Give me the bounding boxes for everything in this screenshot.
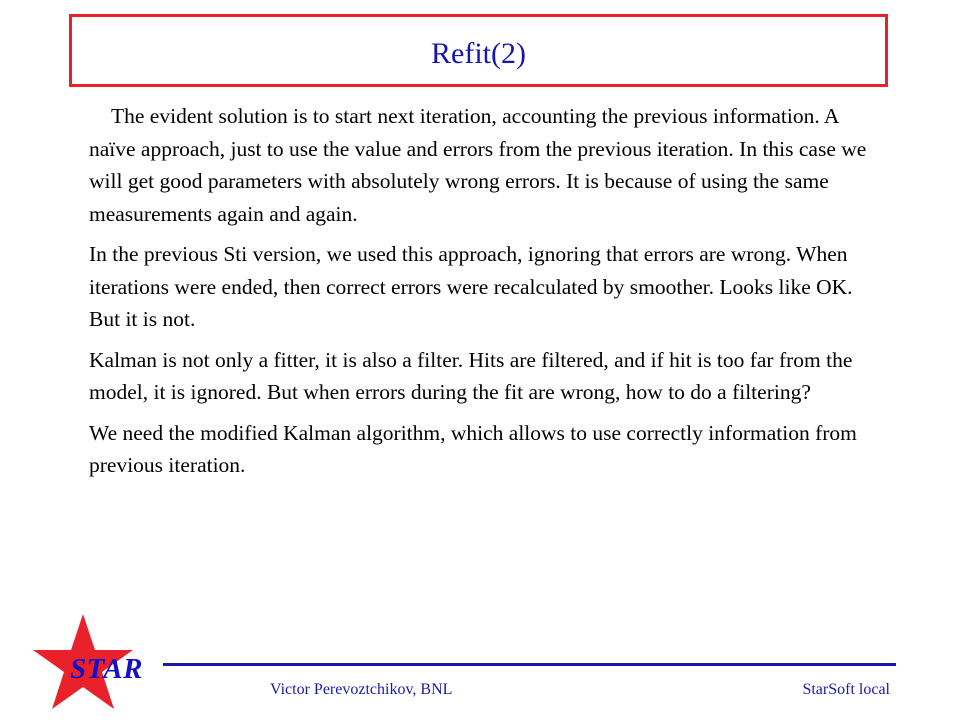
- slide-title: Refit(2): [431, 37, 526, 70]
- title-box: [69, 14, 888, 87]
- footer-venue: StarSoft local: [802, 681, 890, 698]
- star-logo-text: STAR: [70, 653, 143, 685]
- footer-author: Victor Perevoztchikov, BNL: [270, 681, 453, 698]
- slide-body: [89, 100, 879, 490]
- paragraph-3: Kalman is not only a fitter, it is also a filter. Hits are filtered, and if hit is too far from the model, it is ignored. But when errors during the fit are wrong, how to do a filtering?: [89, 347, 853, 404]
- footer-divider: [163, 663, 896, 666]
- paragraph-1: [89, 100, 879, 230]
- paragraph-1-text: The evident solution is to start next iteration, accounting the previous information. A naïve approach, just to use the value and errors from the previous iteration. In this case we will get good parameters with absolutely wrong errors. It is because of using the same measurements again and again.: [89, 104, 867, 226]
- paragraph-2: In the previous Sti version, we used this approach, ignoring that errors are wrong. When iterations were ended, then correct errors were recalculated by smoother. Looks like OK. But it is not.: [89, 242, 853, 331]
- paragraph-4: We need the modified Kalman algorithm, which allows to use correctly information from previous iteration.: [89, 420, 857, 477]
